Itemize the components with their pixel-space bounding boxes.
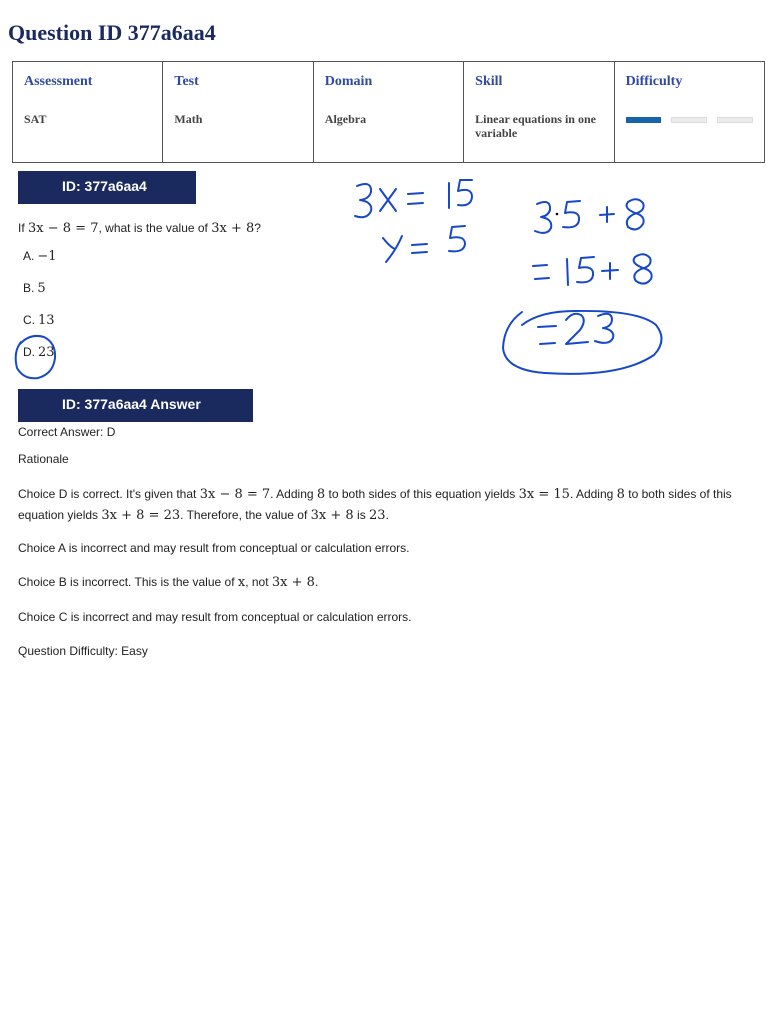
difficulty-bar-empty [671,117,707,123]
rationale-paragraph-a: Choice A is incorrect and may result from conceptual or calculation errors. [18,541,410,555]
question-id-banner: ID: 377a6aa4 [18,171,196,204]
rationale-math: 23 [369,508,386,523]
choice-letter: D. [23,345,35,359]
rationale-text: . Adding [569,487,617,501]
rationale-text: to both sides of this equation yields [325,487,519,501]
rationale-paragraph-b [18,572,753,593]
rationale-text: . [314,575,319,589]
rationale-text: Choice D is correct. It's given that [18,487,200,501]
meta-header-assessment: Assessment [24,74,93,89]
stem-text: If [18,221,29,235]
meta-cell-difficulty [614,62,764,163]
difficulty-bar-filled [626,117,661,123]
page-title: Question ID 377a6aa4 [8,20,216,45]
question-stem [18,221,261,236]
rationale-text: , not [245,575,272,589]
choice-value: −1 [37,249,57,264]
choice-letter: B. [23,281,35,295]
meta-cell-domain [313,62,463,163]
handwriting-equals-23-circled [503,311,662,374]
rationale-math: x [237,575,246,590]
meta-header-skill: Skill [475,74,503,89]
choice-value: 13 [38,313,55,328]
correct-answer: Correct Answer: D [18,425,116,439]
rationale-math: 3x + 8 [310,508,354,523]
rationale-text: Choice B is incorrect. This is the value of [18,575,238,589]
rationale-math: 3x − 8 = 7 [199,487,271,502]
rationale-paragraph-d [18,484,753,526]
meta-value-test: Math [174,112,203,126]
choice-value: 5 [37,281,46,296]
rationale-label: Rationale [18,452,69,466]
rationale-text: . Therefore, the value of [180,508,311,522]
rationale-math: 3x = 15 [518,487,570,502]
handwriting-3-dot-5-plus-8 [535,199,644,233]
meta-value-assessment: SAT [24,112,47,126]
rationale-math: 3x + 8 = 23 [101,508,181,523]
question-metadata-table [12,61,765,163]
handwriting-equals-15-plus-8 [533,254,652,285]
stem-equation: 3x − 8 = 7 [28,221,99,236]
difficulty-meter [626,117,753,123]
difficulty-bar-empty [717,117,753,123]
handwriting-x-equals-5 [383,226,465,262]
stem-text: ? [254,221,261,235]
meta-cell-skill [464,62,614,163]
handwriting-3x-equals-15 [355,180,472,217]
rationale-text: . Adding [270,487,317,501]
question-difficulty: Question Difficulty: Easy [18,644,148,658]
answer-id-banner: ID: 377a6aa4 Answer [18,389,253,422]
rationale-text: to both sides of this equation yields [18,487,732,522]
rationale-math: 8 [616,487,625,502]
meta-cell-assessment [13,62,163,163]
stem-expression: 3x + 8 [211,221,255,236]
rationale-text: . [385,508,389,522]
choice-d[interactable] [23,345,55,360]
meta-header-test: Test [174,74,199,89]
rationale-paragraph-c: Choice C is incorrect and may result from conceptual or calculation errors. [18,610,412,624]
choice-c[interactable] [23,313,55,328]
rationale-math: 8 [316,487,326,502]
stem-text: , what is the value of [98,221,212,235]
meta-value-domain: Algebra [324,112,367,126]
choice-letter: C. [23,313,35,327]
choice-value: 23 [38,345,55,360]
meta-header-domain: Domain [324,74,373,89]
choice-b[interactable] [23,281,46,296]
choice-a[interactable] [23,249,57,264]
rationale-text: is [353,508,370,522]
meta-cell-test [163,62,313,163]
meta-header-difficulty: Difficulty [625,74,683,89]
meta-value-skill: Linear equations in one variable [475,112,596,140]
choice-letter: A. [23,249,35,263]
rationale-math: 3x + 8 [271,575,315,590]
